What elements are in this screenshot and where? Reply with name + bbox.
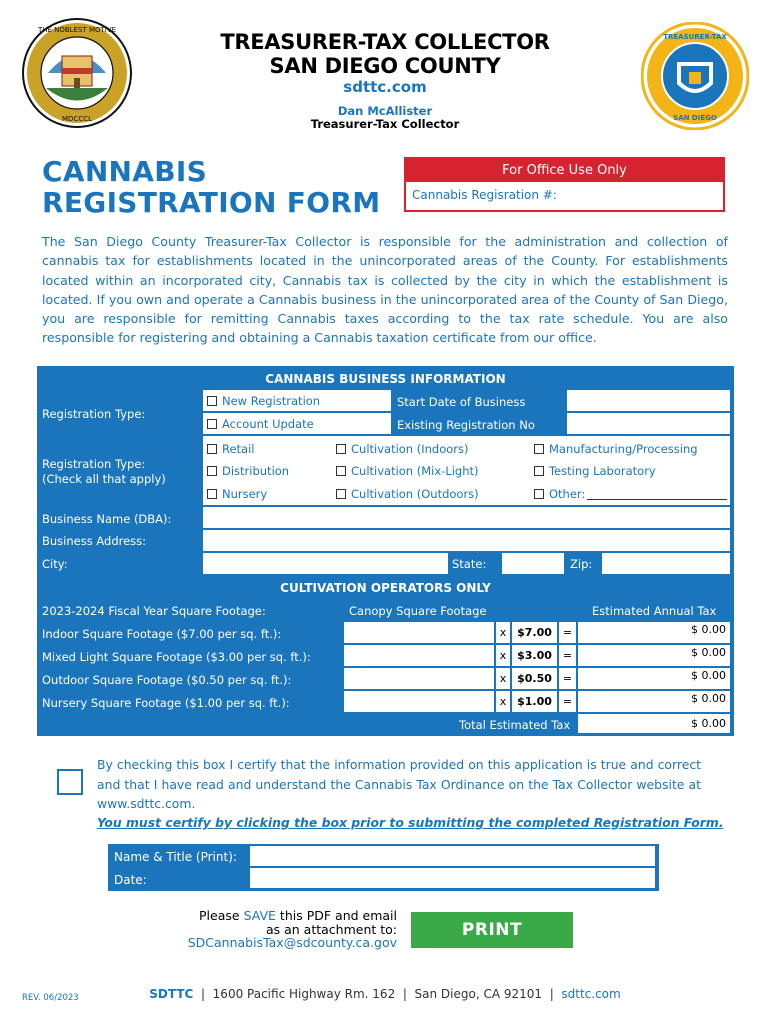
cultivation-row-label: Indoor Square Footage ($7.00 per sq. ft.): — [42, 627, 282, 641]
business-address-input[interactable] — [203, 530, 730, 551]
total-estimated-tax-label: Total Estimated Tax — [459, 718, 571, 732]
checkbox-box[interactable] — [207, 444, 217, 454]
svg-text:MDCCCL: MDCCCL — [62, 115, 92, 123]
distribution-label: Distribution — [222, 464, 290, 478]
other-label: Other: — [549, 487, 586, 501]
header-title-line1: TREASURER-TAX COLLECTOR — [220, 30, 550, 54]
zip-label: Zip: — [570, 557, 593, 571]
form-title-line2: REGISTRATION FORM — [42, 186, 381, 219]
city-input[interactable] — [203, 553, 448, 574]
checkbox-box[interactable] — [207, 419, 217, 429]
equals-sign: = — [559, 691, 576, 712]
tax-rate: $7.00 — [512, 622, 557, 643]
office-use-box — [404, 157, 725, 212]
date-label: Date: — [114, 873, 147, 887]
account-update-label: Account Update — [222, 417, 314, 431]
equals-sign: = — [559, 645, 576, 666]
state-input[interactable] — [502, 553, 564, 574]
registration-number-field: Cannabis Regisration #: — [412, 188, 557, 202]
cultivation-mixlight-label: Cultivation (Mix-Light) — [351, 464, 479, 478]
business-address-label: Business Address: — [42, 534, 147, 548]
certify-checkbox[interactable] — [57, 769, 83, 795]
existing-registration-input[interactable] — [567, 413, 730, 434]
checkbox-box[interactable] — [534, 444, 544, 454]
form-title-line1: CANNABIS — [42, 155, 208, 188]
svg-text:TREASURER-TAX: TREASURER-TAX — [663, 33, 727, 41]
canopy-sqft-header: Canopy Square Footage — [349, 604, 487, 618]
office-use-heading: For Office Use Only — [406, 159, 723, 182]
fiscal-year-label: 2023-2024 Fiscal Year Square Footage: — [42, 604, 266, 618]
distribution-checkbox[interactable] — [207, 464, 289, 478]
checkbox-box[interactable] — [336, 489, 346, 499]
footer-site-link[interactable]: sdttc.com — [561, 987, 621, 1001]
form-title — [42, 156, 380, 218]
checkbox-box[interactable] — [336, 444, 346, 454]
footer-org: SDTTC — [149, 987, 194, 1001]
nursery-checkbox[interactable] — [207, 487, 267, 501]
intro-paragraph: The San Diego County Treasurer-Tax Collector is responsible for the administration and collection of cannabis tax for establishments located in the unincorporated areas of the County. For establishments located within an incorporated city, Cannabis tax is collected by the city in which the establishment is located. If you own and operate a Cannabis business in the unincorporated area of the County of San Diego, you are responsible for remitting Cannabis taxes according to the tax rate schedule. You are also responsible for registering and obtaining a Cannabis taxation certificate from our office. — [42, 234, 728, 346]
testing-lab-label: Testing Laboratory — [549, 464, 656, 478]
new-registration-checkbox[interactable] — [207, 394, 320, 408]
account-update-checkbox[interactable] — [207, 417, 314, 431]
business-info-heading: CANNABIS BUSINESS INFORMATION — [265, 372, 506, 386]
canopy-sqft-input[interactable] — [344, 668, 494, 689]
estimated-tax-value: $ 0.00 — [578, 645, 730, 666]
save-rest: this PDF and email — [279, 908, 397, 923]
estimated-tax-value: $ 0.00 — [578, 622, 730, 643]
header-title-line2: SAN DIEGO COUNTY — [269, 54, 501, 78]
cultivation-row-label: Nursery Square Footage ($1.00 per sq. ft.): — [42, 696, 290, 710]
checkbox-box[interactable] — [207, 396, 217, 406]
cultivation-heading: CULTIVATION OPERATORS ONLY — [280, 581, 491, 595]
county-seal-logo — [22, 18, 132, 128]
certify-statement: By checking this box I certify that the information provided on this application is true and correct and that I have read and understand the Cannabis Tax Ordinance on the Tax Collector website at www.sdttc.com. — [97, 757, 701, 811]
save-instructions — [160, 909, 397, 950]
retail-label: Retail — [222, 442, 255, 456]
equals-sign: = — [559, 622, 576, 643]
date-input[interactable] — [250, 868, 655, 888]
times-sign: x — [496, 645, 510, 666]
city-label: City: — [42, 557, 68, 571]
certify-note: You must certify by clicking the box prior to submitting the completed Registration Form. — [97, 815, 724, 830]
cultivation-outdoors-checkbox[interactable] — [336, 487, 479, 501]
reg-type2-line1: Registration Type: — [42, 457, 146, 471]
footer-address: 1600 Pacific Highway Rm. 162 — [212, 987, 396, 1001]
svg-text:SAN DIEGO: SAN DIEGO — [673, 114, 717, 122]
treasurer-seal-logo — [641, 22, 749, 130]
checkbox-box[interactable] — [336, 466, 346, 476]
manufacturing-checkbox[interactable] — [534, 442, 698, 456]
signature-table — [108, 844, 659, 891]
tax-rate: $3.00 — [512, 645, 557, 666]
registration-type-checkall-label — [42, 457, 166, 487]
print-button[interactable]: PRINT — [411, 912, 573, 948]
start-date-label: Start Date of Business — [397, 395, 526, 409]
total-estimated-tax-value: $ 0.00 — [578, 714, 730, 733]
cultivation-outdoors-label: Cultivation (Outdoors) — [351, 487, 479, 501]
new-registration-label: New Registration — [222, 394, 321, 408]
cultivation-indoors-checkbox[interactable] — [336, 442, 469, 456]
name-title-label: Name & Title (Print): — [114, 850, 237, 864]
nursery-label: Nursery — [222, 487, 268, 501]
tax-rate: $1.00 — [512, 691, 557, 712]
canopy-sqft-input[interactable] — [344, 691, 494, 712]
checkbox-box[interactable] — [207, 489, 217, 499]
email-link[interactable]: SDCannabisTax@sdcounty.ca.gov — [187, 935, 397, 950]
cultivation-mixlight-checkbox[interactable] — [336, 464, 479, 478]
business-name-label: Business Name (DBA): — [42, 512, 172, 526]
save-please: Please — [199, 908, 240, 923]
save-line2: as an attachment to: — [265, 921, 397, 937]
revision-date: REV. 06/2023 — [22, 993, 79, 1003]
times-sign: x — [496, 691, 510, 712]
reg-type2-line2: (Check all that apply) — [42, 472, 166, 486]
estimated-tax-value: $ 0.00 — [578, 668, 730, 689]
checkbox-box[interactable] — [207, 466, 217, 476]
svg-text:THE NOBLEST MOTIVE: THE NOBLEST MOTIVE — [37, 26, 117, 34]
manufacturing-label: Manufacturing/Processing — [549, 442, 698, 456]
footer-sep: | — [402, 987, 407, 1001]
footer-sep: | — [549, 987, 554, 1001]
cultivation-row-label: Mixed Light Square Footage ($3.00 per sq. ft.): — [42, 650, 311, 664]
testing-lab-checkbox[interactable] — [534, 464, 656, 478]
official-title: Treasurer-Tax Collector — [310, 117, 460, 131]
estimated-tax-value: $ 0.00 — [578, 691, 730, 712]
checkbox-box[interactable] — [534, 466, 544, 476]
registration-type-label: Registration Type: — [42, 407, 146, 421]
official-name: Dan McAllister — [337, 104, 433, 118]
cultivation-indoors-label: Cultivation (Indoors) — [351, 442, 469, 456]
existing-registration-label: Existing Registration No — [397, 418, 535, 432]
times-sign: x — [496, 668, 510, 689]
cultivation-row-label: Outdoor Square Footage ($0.50 per sq. ft.): — [42, 673, 292, 687]
times-sign: x — [496, 622, 510, 643]
footer-sep: | — [200, 987, 206, 1001]
tax-rate: $0.50 — [512, 668, 557, 689]
business-name-input[interactable] — [203, 507, 730, 528]
zip-input[interactable] — [602, 553, 730, 574]
state-label: State: — [452, 557, 487, 571]
other-checkbox[interactable] — [534, 487, 585, 501]
estimated-tax-header: Estimated Annual Tax — [592, 604, 717, 618]
header-website-link[interactable]: sdttc.com — [343, 78, 427, 96]
start-date-input[interactable] — [567, 390, 730, 411]
business-info-table — [37, 366, 734, 736]
save-word: SAVE — [243, 908, 276, 923]
canopy-sqft-input[interactable] — [344, 645, 494, 666]
other-input-line[interactable] — [587, 499, 727, 500]
footer-city: San Diego, CA 92101 — [414, 987, 543, 1001]
canopy-sqft-input[interactable] — [344, 622, 494, 643]
name-title-input[interactable] — [250, 846, 655, 866]
footer — [0, 987, 770, 1001]
equals-sign: = — [559, 668, 576, 689]
retail-checkbox[interactable] — [207, 442, 255, 456]
checkbox-box[interactable] — [534, 489, 544, 499]
